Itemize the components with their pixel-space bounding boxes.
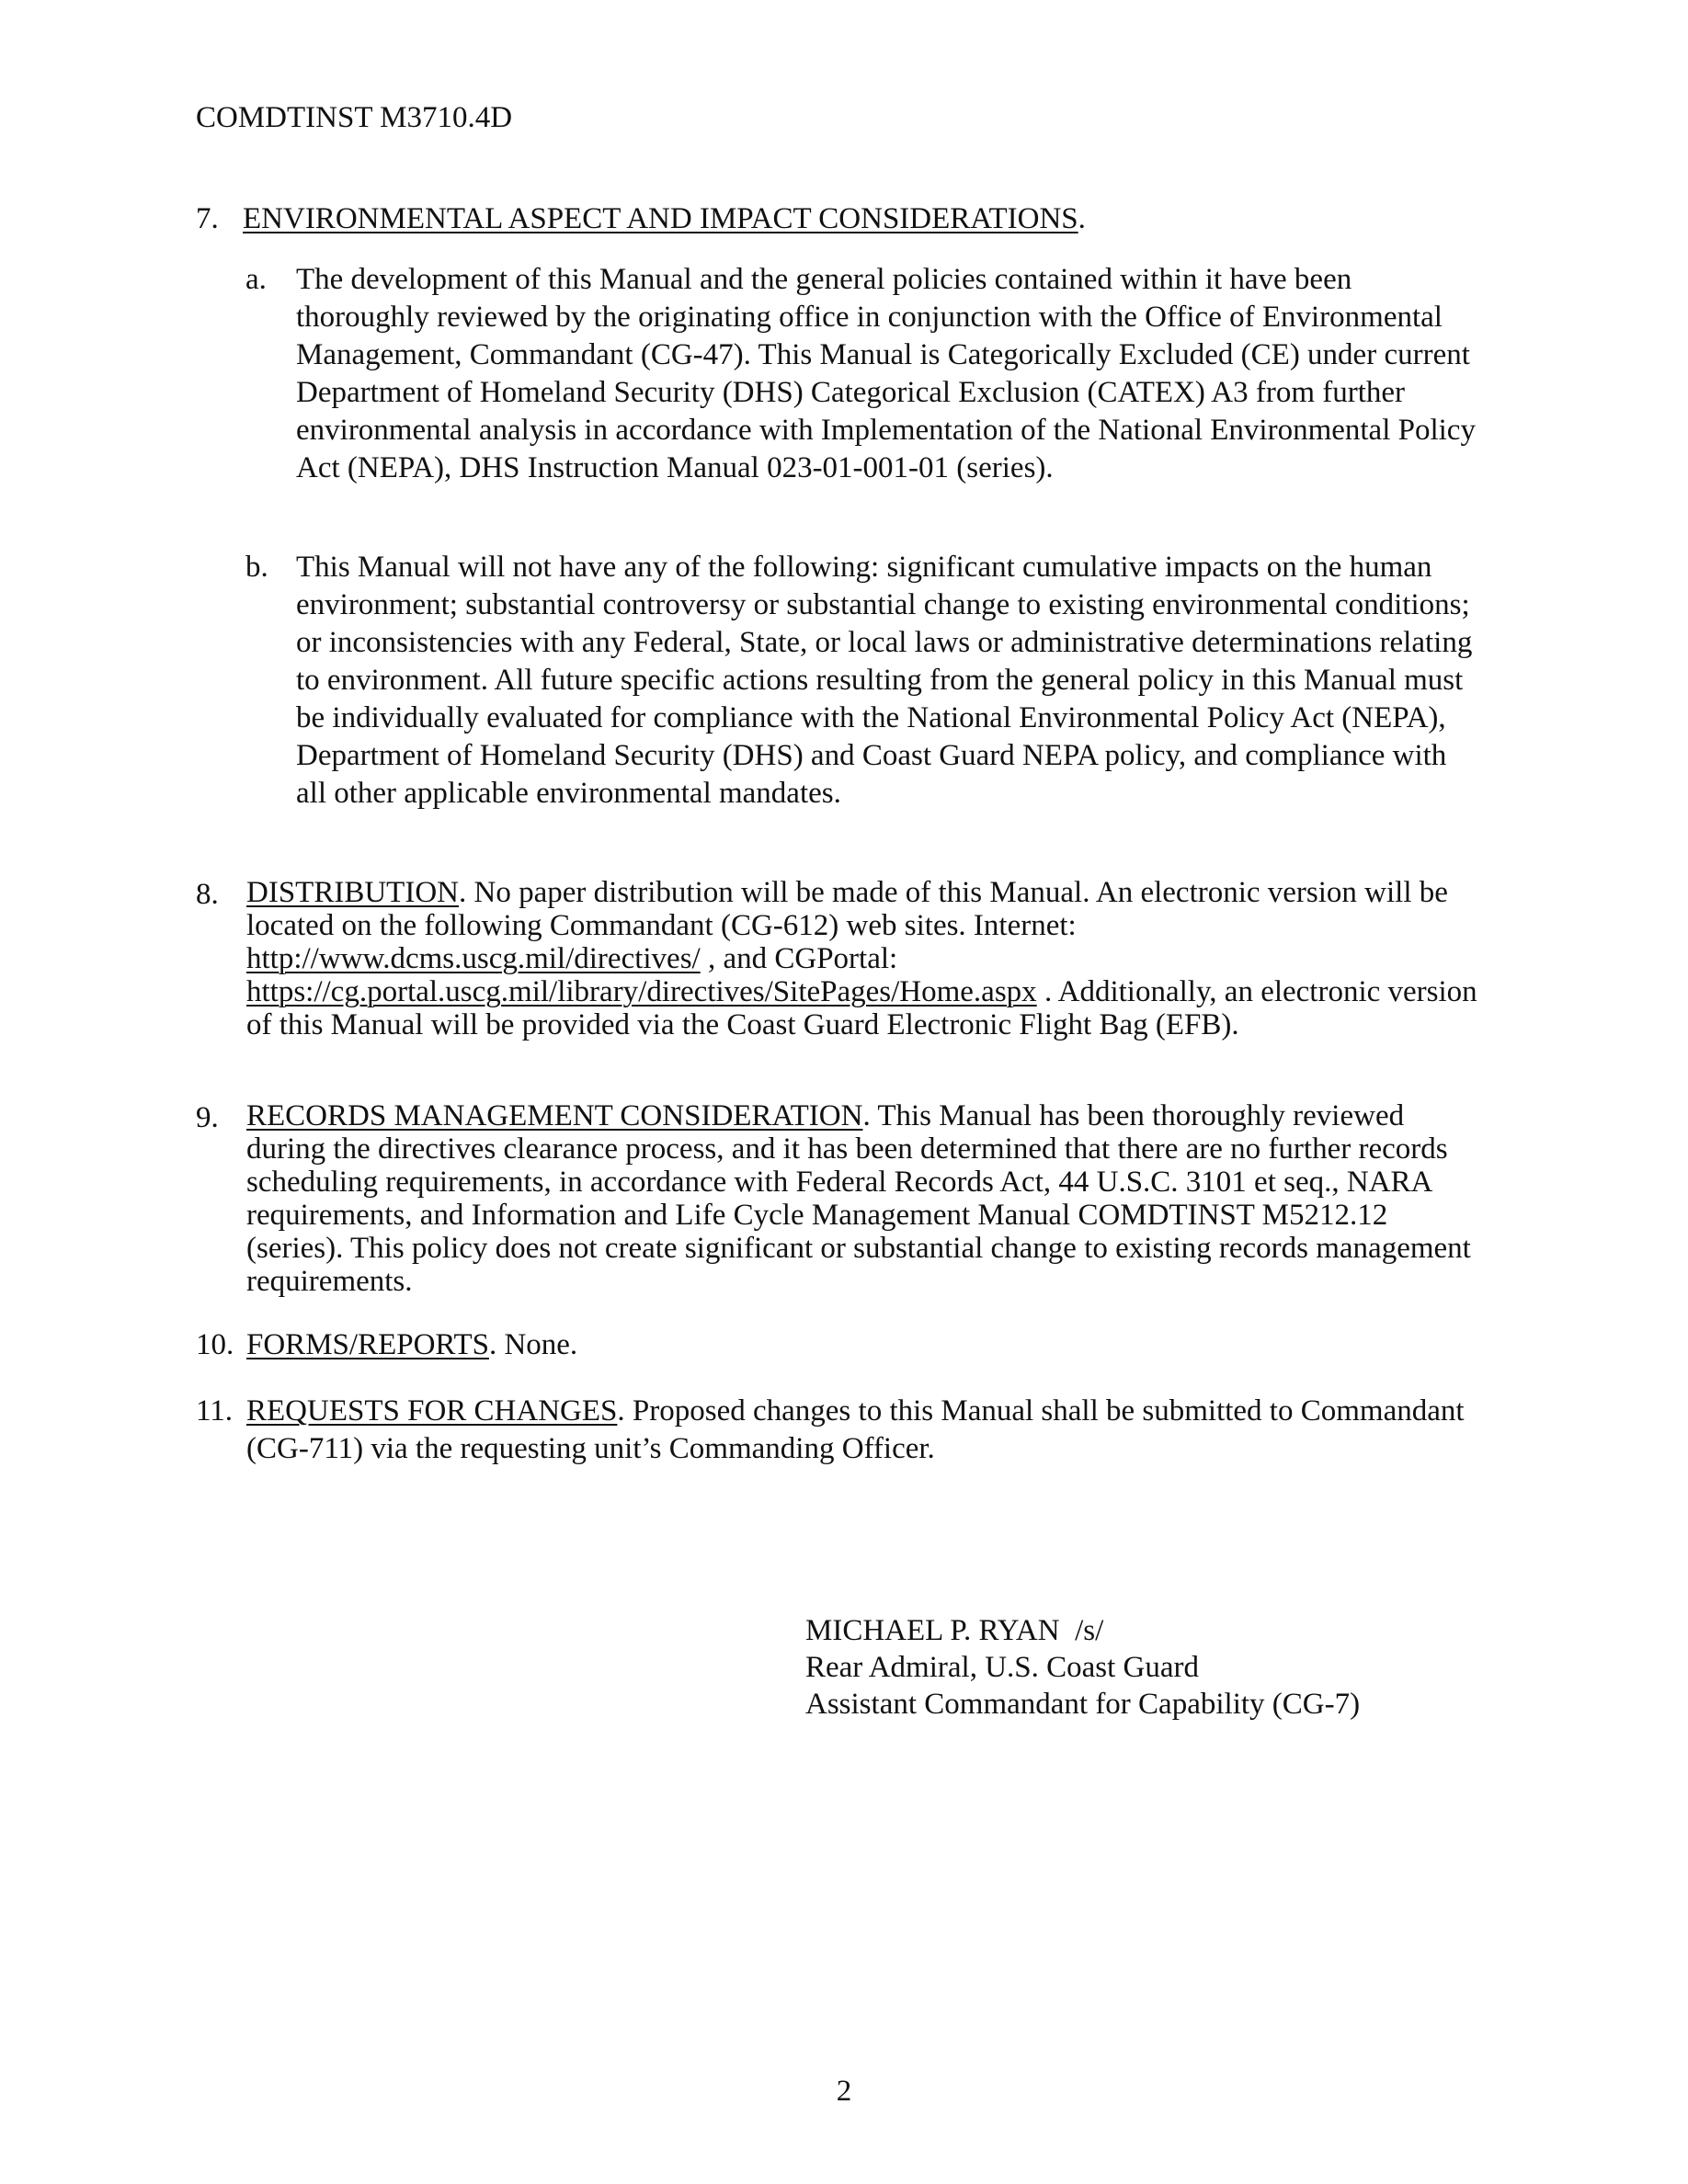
signer-title: Assistant Commandant for Capability (CG-7) [805,1688,1361,1721]
section-number: 8. [196,878,219,911]
section-heading: ENVIRONMENTAL ASPECT AND IMPACT CONSIDERATIONS [243,202,1078,235]
section-heading: REQUESTS FOR CHANGES [246,1394,618,1428]
section-number: 11. [196,1394,234,1428]
section-heading: RECORDS MANAGEMENT CONSIDERATION [246,1099,863,1132]
signer-name: MICHAEL P. RYAN /s/ [805,1614,1104,1647]
subsection-label: b. [245,551,268,584]
section-10-body [246,1326,1483,1364]
section-8-body [246,876,1483,1041]
section-text: . Additionally, an electronic version of this Manual will be provided via the Coast Guard Electronic Flight Bag (EFB). [246,975,1477,1041]
page-number: 2 [836,2075,852,2108]
section-9-body [246,1099,1483,1298]
subsection-text: The development of this Manual and the general policies contained within it have been thoroughly reviewed by the originating office in conjunction with the Office of Environmental Management, Commandant (CG-47). This Manual is Categorically Excluded (CE) under current Department of Homeland Security (DHS) Categorical Exclusion (CATEX) A3 from further environmental analysis in accordance with Implementation of the National Environmental Policy Act (NEPA), DHS Instruction Manual 023-01-001-01 (series). [296,263,1476,484]
document-id-header: COMDTINST M3710.4D [196,101,513,134]
section-text: . None. [488,1328,578,1361]
heading-period: . [1078,202,1086,235]
section-text: . This Manual has been thoroughly reviewed during the directives clearance process, and it has been determined that there are no further records scheduling requirements, in accordance with Federal Records Act, 44 U.S.C. 3101 et seq., NARA requirements, and Information and Life Cycle Management Manual COMDTINST M5212.12 (series). This policy does not create significant or substantial change to existing records management requirements. [246,1099,1471,1298]
section-number: 7. [196,202,219,235]
section-number: 10. [196,1328,234,1361]
section-text: , and CGPortal: [700,942,898,975]
subsection-text: This Manual will not have any of the following: significant cumulative impacts on the human environment; substantial controversy or substantial change to existing environmental conditions; or inconsistencies with any Federal, State, or local laws or administrative determinations relating to environment. All future specific actions resulting from the general policy in this Manual must be individually evaluated for compliance with the National Environmental Policy Act (NEPA), Department of Homeland Security (DHS) and Coast Guard NEPA policy, and compliance with all other applicable environmental mandates. [296,551,1473,810]
section-heading: DISTRIBUTION [246,876,459,909]
section-11-body [246,1393,1483,1468]
section-heading: FORMS/REPORTS [246,1328,489,1361]
signature-block [805,1612,1360,1723]
section-text: . Proposed changes to this Manual shall be submitted to Commandant (CG-711) via the requesting unit’s Commanding Officer. [246,1394,1465,1465]
subsection-label: a. [245,263,267,296]
cgportal-directives-link[interactable]: https://cg.portal.uscg.mil/library/directives/SitePages/Home.aspx [246,975,1037,1008]
section-text: . No paper distribution will be made of this Manual. An electronic version will be located on the following Commandant (CG-612) web sites. Internet: [246,876,1448,942]
directives-internet-link[interactable]: http://www.dcms.uscg.mil/directives/ [246,942,701,975]
signer-rank: Rear Admiral, U.S. Coast Guard [805,1651,1200,1684]
section-7-heading-line [243,200,1479,238]
section-number: 9. [196,1101,219,1134]
